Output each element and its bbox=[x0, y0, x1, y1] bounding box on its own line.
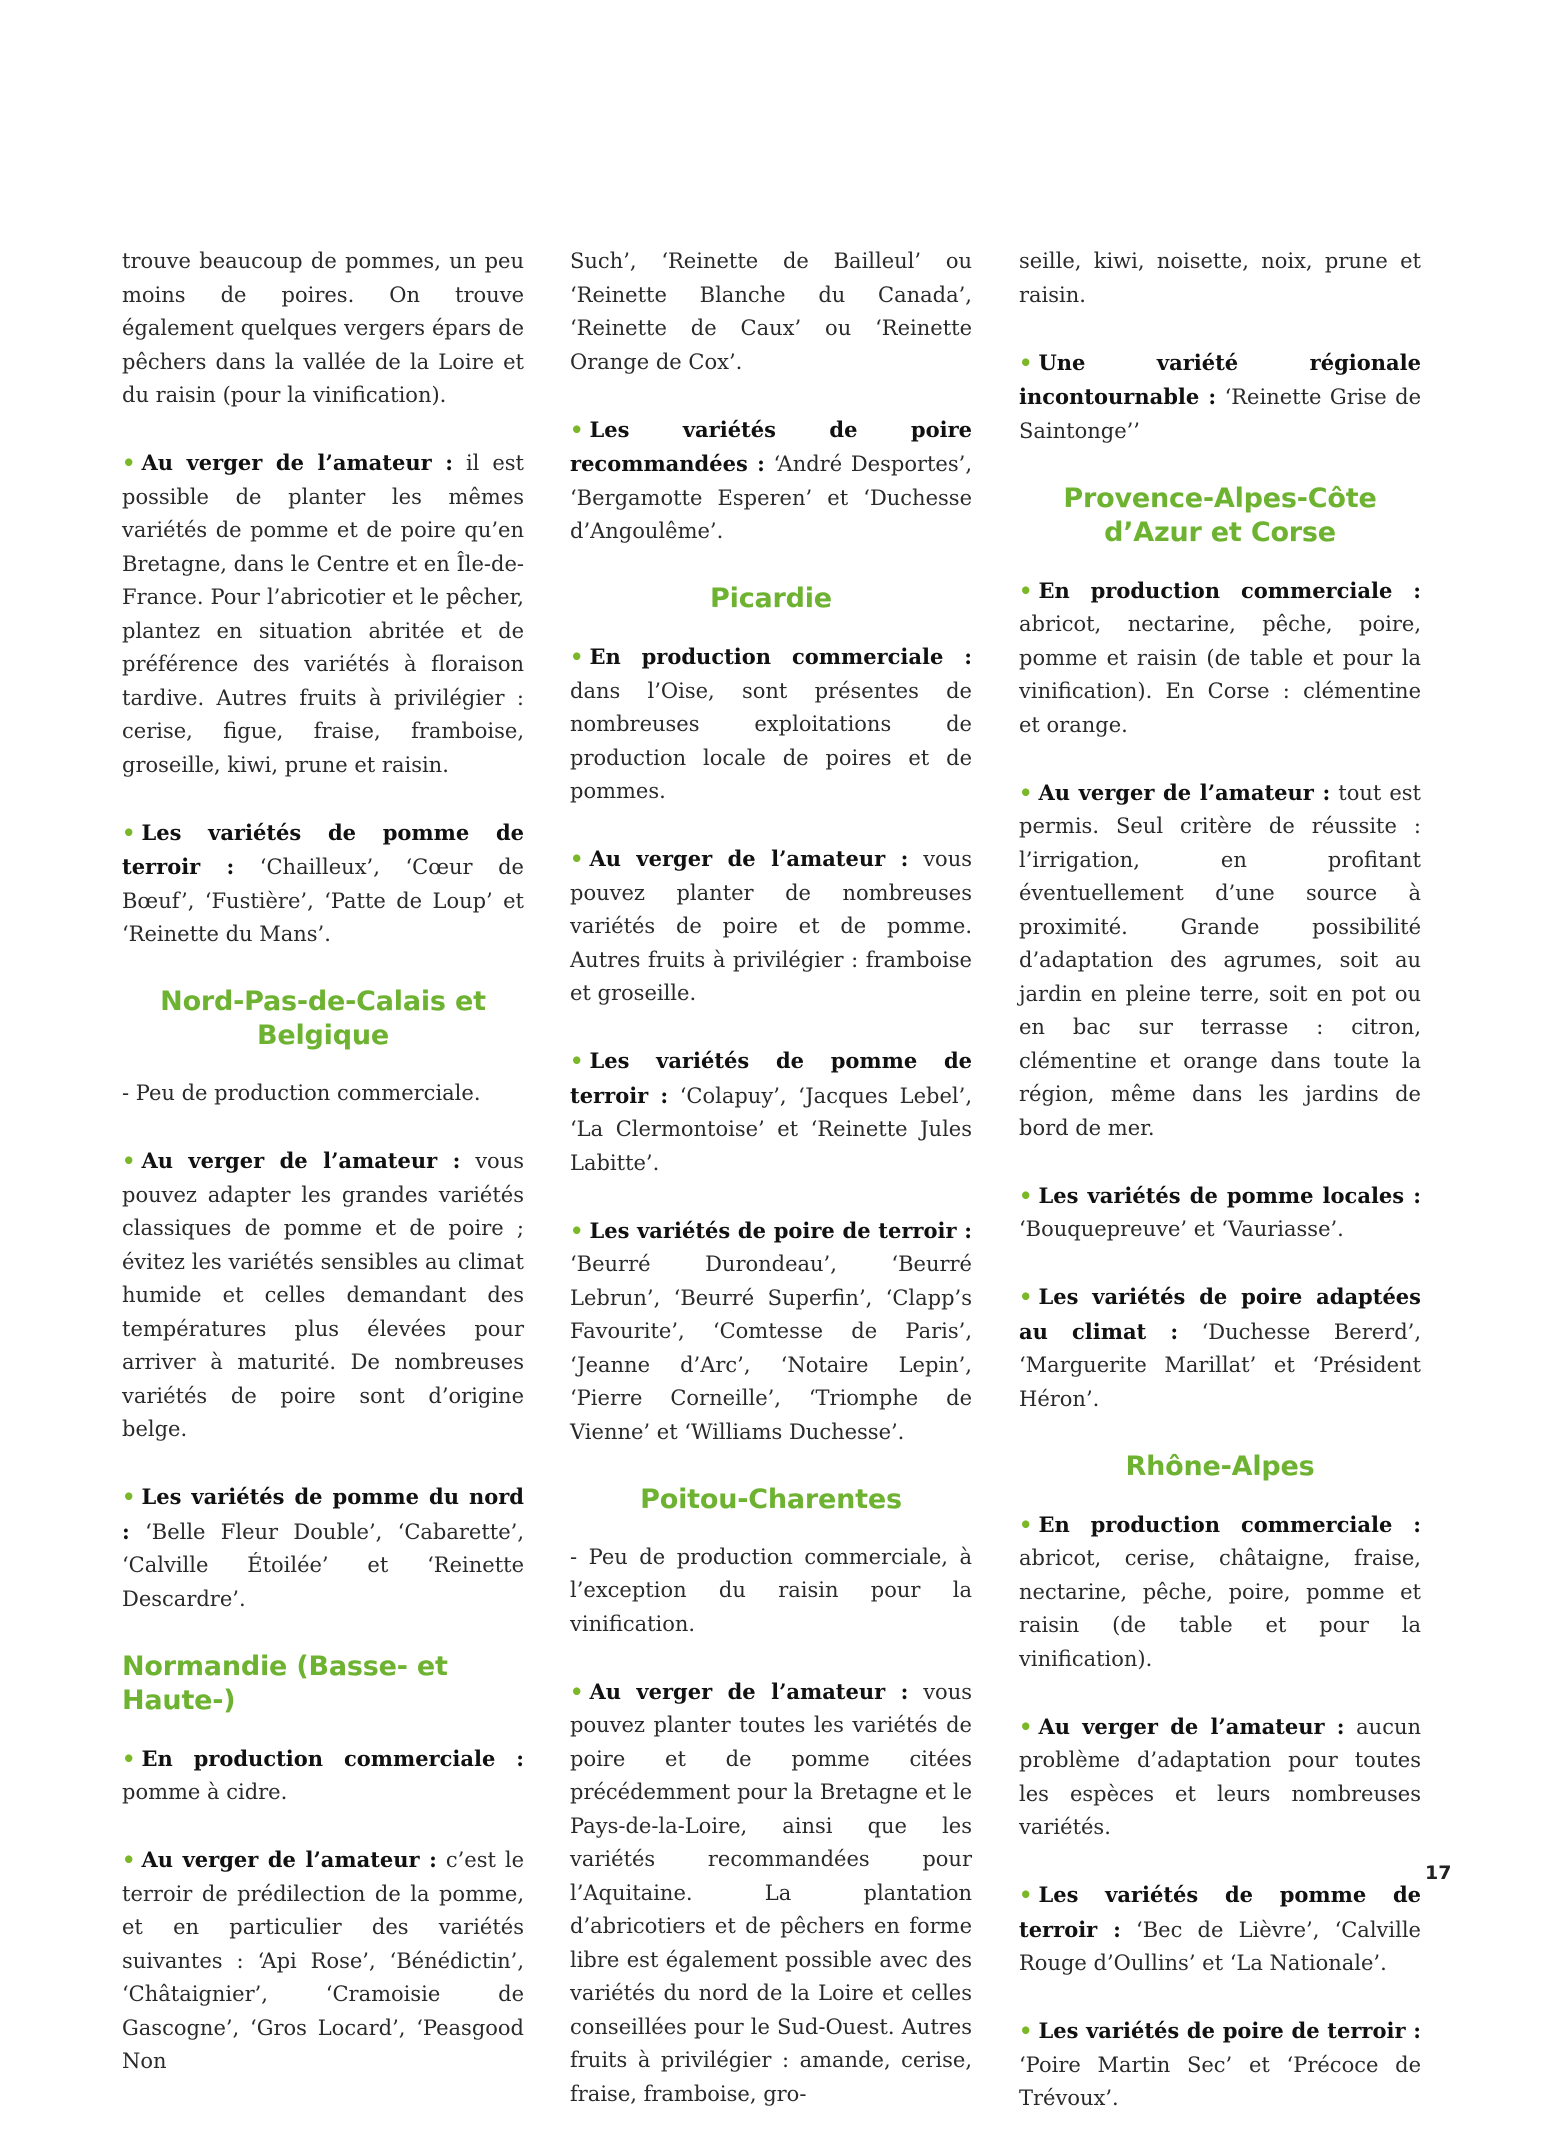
paragraph bbox=[1019, 776, 1421, 1146]
paragraph-text: aucun problème d’adaptation pour toutes les espèces et leurs nombreuses variétés. bbox=[1019, 1714, 1422, 1839]
paragraph-text: tout est permis. Seul critère de réussite : l’irrigation, en profitant éventuellement d’une source à proximité. Grande possibilité d’adaptation des agrumes, soit au jardin en pleine terre, soit en pot ou en bac sur terrasse : citron, clémentine et orange dans toute la région, même dans les jardins de bord de mer. bbox=[1019, 780, 1421, 1140]
paragraph bbox=[570, 1214, 972, 1450]
paragraph: - Peu de production commerciale, à l’exception du raisin pour la vinification. bbox=[570, 1544, 972, 1636]
bullet-icon: • bbox=[1019, 577, 1033, 603]
bullet-icon: • bbox=[570, 846, 584, 871]
bullet-icon: • bbox=[122, 1847, 136, 1872]
paragraph-label: Au verger de l’amateur : bbox=[589, 846, 909, 871]
paragraph-text: dans l’Oise, sont présentes de nombreuses exploitations de production locale de poires et de pommes. bbox=[570, 678, 972, 803]
paragraph: - Peu de production commerciale. bbox=[122, 1081, 481, 1105]
paragraph bbox=[1019, 1280, 1421, 1416]
paragraph-text: ‘Reinette Grise de Saintonge’’ bbox=[1019, 385, 1421, 443]
paragraph-text: ‘Belle Fleur Double’, ‘Cabarette’, ‘Calville Étoilée’ et ‘Reinette Descardre’. bbox=[122, 1519, 524, 1611]
paragraph bbox=[122, 816, 524, 952]
bullet-icon: • bbox=[1019, 779, 1033, 805]
paragraph bbox=[1019, 1878, 1421, 1981]
bullet-icon: • bbox=[570, 1217, 584, 1243]
paragraph-label: Au verger de l’amateur : bbox=[1038, 779, 1331, 805]
bullet-icon: • bbox=[1019, 1882, 1033, 1907]
paragraph-text: vous pouvez planter toutes les variétés de poire et de pomme citées précédemment pour la Bretagne et le Pays-de-la-Loire, ainsi que les variétés recommandées pour l’Aquitaine. La plantation d’abricotiers et de pêchers en forme libre est également possible avec des variétés du nord de la Loire et celles conseillées pour le Sud-Ouest. Autres fruits à privilégier : amande, cerise, fraise, framboise, gro- bbox=[570, 1679, 972, 2106]
paragraph bbox=[122, 1742, 524, 1810]
paragraph bbox=[1019, 2014, 1421, 2116]
paragraph-text: ‘Bec de Lièvre’, ‘Calville Rouge d’Oullins’ et ‘La Nationale’. bbox=[1019, 1917, 1421, 1975]
paragraph: seille, kiwi, noisette, noix, prune et raisin. bbox=[1019, 249, 1421, 307]
page-number: 17 bbox=[1425, 1862, 1452, 1884]
paragraph-label: Les variétés de poire adaptées au climat : bbox=[1019, 1284, 1421, 1344]
bullet-icon: • bbox=[570, 644, 584, 669]
paragraph bbox=[570, 1044, 972, 1180]
paragraph-label: Au verger de l’amateur : bbox=[141, 450, 454, 475]
paragraph-label: Les variétés de poire de terroir : bbox=[1038, 2018, 1421, 2043]
paragraph-label: Les variétés de pomme de terroir : bbox=[122, 819, 524, 879]
region-heading: Nord-Pas-de-Calais et Belgique bbox=[160, 986, 486, 1051]
region-heading: Rhône-Alpes bbox=[1125, 1450, 1315, 1482]
region-heading: Provence-Alpes-Côte d’Azur et Corse bbox=[1063, 482, 1377, 548]
bullet-icon: • bbox=[122, 1148, 136, 1173]
paragraph-text: vous pouvez adapter les grandes variétés classiques de pomme et de poire ; évitez les variétés sensibles au climat humide et celles demandant des températures plus élevées pour arriver à maturité. De nombreuses variétés de poire sont d’origine belge. bbox=[122, 1149, 524, 1441]
bullet-icon: • bbox=[122, 819, 136, 845]
paragraph-label: Au verger de l’amateur : bbox=[141, 1148, 461, 1173]
paragraph-label: Au verger de l’amateur : bbox=[141, 1847, 437, 1872]
region-heading: Normandie (Basse- et Haute-) bbox=[122, 1650, 448, 1716]
region-heading: Picardie bbox=[710, 583, 832, 614]
paragraph-label: Les variétés de pomme du nord : bbox=[122, 1484, 524, 1544]
paragraph bbox=[570, 842, 972, 1011]
paragraph-text: ‘Duchesse Bererd’, ‘Marguerite Marillat’ et ‘Président Héron’. bbox=[1019, 1319, 1421, 1411]
paragraph-label: En production commerciale : bbox=[1038, 577, 1421, 603]
bullet-icon: • bbox=[1019, 1713, 1033, 1739]
paragraph: trouve beaucoup de pommes, un peu moins de poires. On trouve également quelques vergers épars de pêchers dans la vallée de la Loire et du raisin (pour la vinification). bbox=[122, 249, 524, 407]
bullet-icon: • bbox=[1019, 1284, 1033, 1309]
paragraph-text: ‘Poire Martin Sec’ et ‘Précoce de Trévoux’. bbox=[1019, 2052, 1421, 2110]
paragraph-label: Au verger de l’amateur : bbox=[589, 1678, 909, 1704]
paragraph-text: ‘Chailleux’, ‘Cœur de Bœuf’, ‘Fustière’, ‘Patte de Loup’ et ‘Reinette du Mans’. bbox=[122, 855, 524, 946]
bullet-icon: • bbox=[1019, 1182, 1033, 1208]
paragraph-text: ‘Colapuy’, ‘Jacques Lebel’, ‘La Clermontoise’ et ‘Reinette Jules Labitte’. bbox=[570, 1083, 972, 1175]
bullet-icon: • bbox=[1019, 2018, 1033, 2043]
paragraph-label: Les variétés de pomme locales : bbox=[1038, 1182, 1421, 1208]
paragraph-text: pomme à cidre. bbox=[122, 1780, 288, 1804]
paragraph-text: ‘André Desportes’, ‘Bergamotte Esperen’ et ‘Duchesse d’Angoulême’. bbox=[570, 452, 972, 543]
paragraph bbox=[1019, 346, 1421, 449]
paragraph bbox=[122, 1480, 524, 1616]
paragraph bbox=[122, 1843, 524, 2079]
column-middle bbox=[570, 245, 972, 2145]
paragraph bbox=[1019, 1710, 1421, 1845]
paragraph bbox=[1019, 574, 1421, 743]
paragraph bbox=[570, 413, 972, 549]
bullet-icon: • bbox=[1019, 1511, 1033, 1537]
paragraph bbox=[570, 1675, 972, 2112]
paragraph bbox=[122, 446, 524, 782]
paragraph-text: ‘Beurré Durondeau’, ‘Beurré Lebrun’, ‘Beurré Superfin’, ‘Clapp’s Favourite’, ‘Comtesse de Paris’, ‘Jeanne d’Arc’, ‘Notaire Lepin’, ‘Pierre Corneille’, ‘Triomphe de Vienne’ et ‘Williams Duchesse’. bbox=[570, 1252, 972, 1444]
paragraph-label: Les variétés de poire de terroir : bbox=[589, 1217, 972, 1243]
paragraph-label: Les variétés de poire recommandées : bbox=[570, 416, 972, 476]
paragraph-label: En production commerciale : bbox=[589, 644, 972, 669]
column-right bbox=[1019, 245, 1421, 2149]
paragraph bbox=[1019, 1179, 1421, 1247]
paragraph-label: Les variétés de pomme de terroir : bbox=[570, 1048, 972, 1108]
paragraph: Such’, ‘Reinette de Bailleul’ ou ‘Reinette Blanche du Canada’, ‘Reinette de Caux’ ou ‘Reinette Orange de Cox’. bbox=[570, 249, 972, 374]
region-heading: Poitou-Charentes bbox=[640, 1483, 902, 1515]
column-left bbox=[122, 245, 524, 2112]
bullet-icon: • bbox=[122, 1745, 136, 1771]
paragraph bbox=[1019, 1508, 1421, 1677]
paragraph-text: vous pouvez planter de nombreuses variétés de poire et de pomme. Autres fruits à privilégier : framboise et groseille. bbox=[570, 847, 972, 1005]
bullet-icon: • bbox=[570, 1678, 584, 1704]
paragraph-text: il est possible de planter les mêmes variétés de pomme et de poire qu’en Bretagne, dans le Centre et en Île-de-France. Pour l’abricotier et le pêcher, plantez en situation abritée et de préférence des variétés à floraison tardive. Autres fruits à privilégier : cerise, figue, fraise, framboise, groseille, kiwi, prune et raisin. bbox=[122, 451, 524, 777]
bullet-icon: • bbox=[122, 450, 136, 475]
paragraph-text: abricot, cerise, châtaigne, fraise, nectarine, pêche, poire, pomme et raisin (de table et pour la vinification). bbox=[1019, 1546, 1421, 1671]
paragraph-label: Les variétés de pomme de terroir : bbox=[1019, 1882, 1421, 1942]
bullet-icon: • bbox=[1019, 349, 1033, 375]
paragraph-label: En production commerciale : bbox=[1038, 1511, 1421, 1537]
paragraph-label: Au verger de l’amateur : bbox=[1038, 1713, 1345, 1739]
bullet-icon: • bbox=[570, 1048, 584, 1073]
paragraph-text: c’est le terroir de prédilection de la pomme, et en particulier des variétés suivantes : ‘Api Rose’, ‘Bénédictin’, ‘Châtaignier’, ‘Cramoisie de Gascogne’, ‘Gros Locard’, ‘Peasgood Non bbox=[122, 1848, 525, 2073]
paragraph-text: abricot, nectarine, pêche, poire, pomme et raisin (de table et pour la vinification). En Corse : clémentine et orange. bbox=[1019, 612, 1421, 737]
paragraph-text: ‘Bouquepreuve’ et ‘Vauriasse’. bbox=[1019, 1217, 1344, 1241]
paragraph bbox=[122, 1144, 524, 1447]
bullet-icon: • bbox=[122, 1484, 136, 1509]
paragraph bbox=[570, 640, 972, 809]
paragraph-label: En production commerciale : bbox=[141, 1745, 524, 1771]
paragraph-label: Une variété régionale incontournable : bbox=[1019, 349, 1421, 409]
bullet-icon: • bbox=[570, 416, 584, 442]
